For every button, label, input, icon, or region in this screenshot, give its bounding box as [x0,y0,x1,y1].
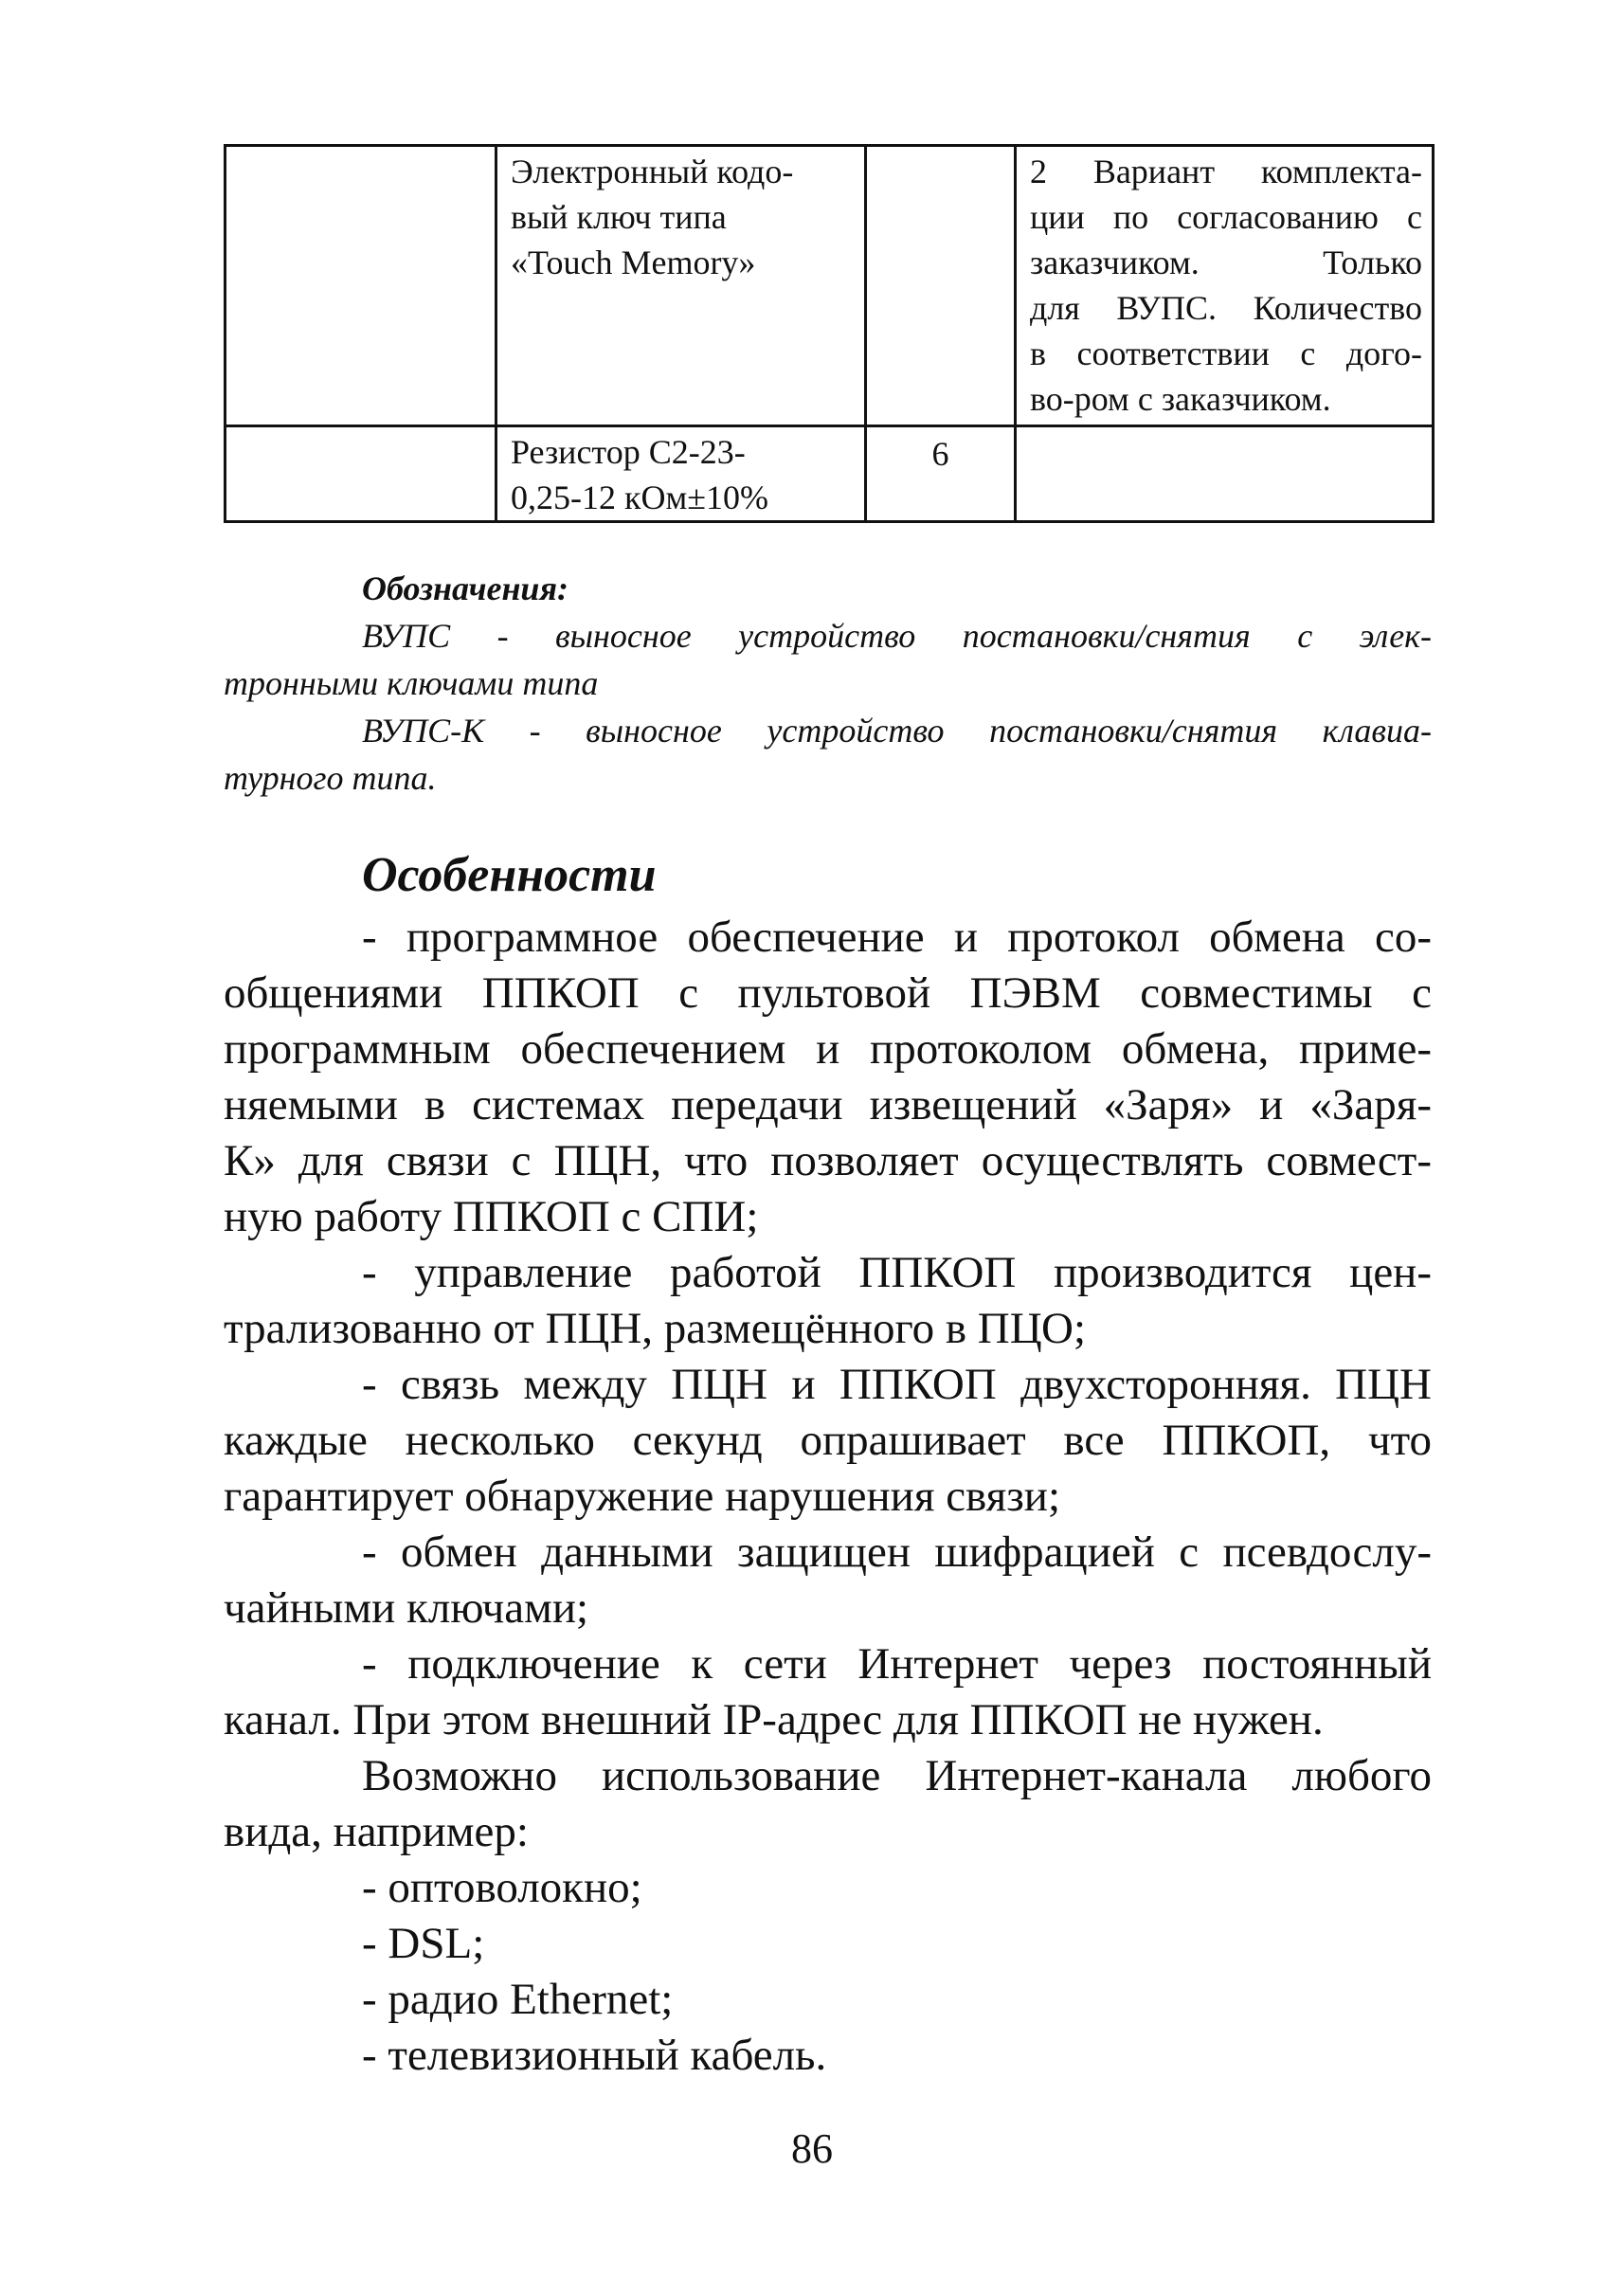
table-cell-empty [226,426,496,522]
body-text-line: Возможно использование Интернет-канала любого [362,1751,1432,1800]
item-name-line: «Touch Memory» [511,244,756,281]
item-note-line: ции по согласованию с [1030,198,1422,236]
body-text-line: няемыми в системах передачи извещений «Заря» и «Заря- [224,1080,1432,1129]
item-note-cell [1016,146,1434,426]
body-text-line: общениями ППКОП с пультовой ПЭВМ совместимы с [224,968,1432,1018]
features-section [224,843,1432,2084]
item-note-cell [1016,426,1434,522]
body-text-line: - DSL; [362,1919,485,1968]
table-cell-empty [226,146,496,426]
item-name-line: Резистор С2-23- [511,433,746,471]
body-text-line: - радио Ethernet; [362,1975,674,2024]
item-name-line: Электронный кодо- [511,153,794,190]
body-text-line: - управление работой ППКОП производится цен- [362,1248,1432,1297]
legend-line: турного типа. [224,759,437,797]
body-text-line: К» для связи с ПЦН, что позволяет осуществлять совмест- [224,1136,1432,1185]
body-text-line: трализованно от ПЦН, размещённого в ПЦО; [224,1304,1087,1353]
body-text-line: - подключение к сети Интернет через постоянный [362,1639,1432,1689]
legend-line: ВУПС - выносное устройство постановки/снятия с элек- [362,617,1432,655]
body-text-line: - программное обеспечение и протокол обмена со- [362,913,1432,962]
item-note-line: во-ром с заказчиком. [1030,380,1331,418]
body-text-line: гарантирует обнаружение нарушения связи; [224,1472,1061,1521]
table-row [226,146,1434,426]
legend-title: Обозначения: [362,569,568,607]
body-text-line: - телевизионный кабель. [362,2031,827,2080]
item-quantity-cell: 6 [866,426,1016,522]
legend-line: ВУПС-К - выносное устройство постановки/снятия клавиа- [362,712,1432,750]
item-quantity-cell [866,146,1016,426]
page-number: 86 [791,2125,833,2172]
item-name-line: 0,25-12 кОм±10% [511,479,769,516]
item-note-line: в соответствии с дого- [1030,334,1422,372]
body-text-line: вида, например: [224,1807,529,1856]
section-heading: Особенности [362,848,657,902]
body-text-line: программным обеспечением и протоколом обмена, приме- [224,1024,1432,1074]
legend-line: тронными ключами типа [224,664,599,702]
body-text-line: ную работу ППКОП с СПИ; [224,1192,759,1241]
item-name-line: вый ключ типа [511,198,727,236]
equipment-table [224,144,1435,523]
body-text-line: - обмен данными защищен шифрацией с псевдослу- [362,1527,1432,1577]
item-note-line: 2 Вариант комплекта- [1030,153,1422,190]
body-text-line: канал. При этом внешний IP-адрес для ППКОП не нужен. [224,1695,1324,1744]
body-text-line: - оптоволокно; [362,1863,642,1912]
legend-section [224,565,1432,802]
table-row [226,426,1434,522]
item-note-line: заказчиком. Только [1030,244,1422,281]
item-name-cell [496,426,866,522]
item-note-line: для ВУПС. Количество [1030,289,1422,327]
item-name-cell [496,146,866,426]
body-text-line: каждые несколько секунд опрашивает все ППКОП, что [224,1416,1432,1465]
body-text-line: чайными ключами; [224,1583,589,1633]
body-text-line: - связь между ПЦН и ППКОП двухсторонняя. ПЦН [362,1360,1432,1409]
